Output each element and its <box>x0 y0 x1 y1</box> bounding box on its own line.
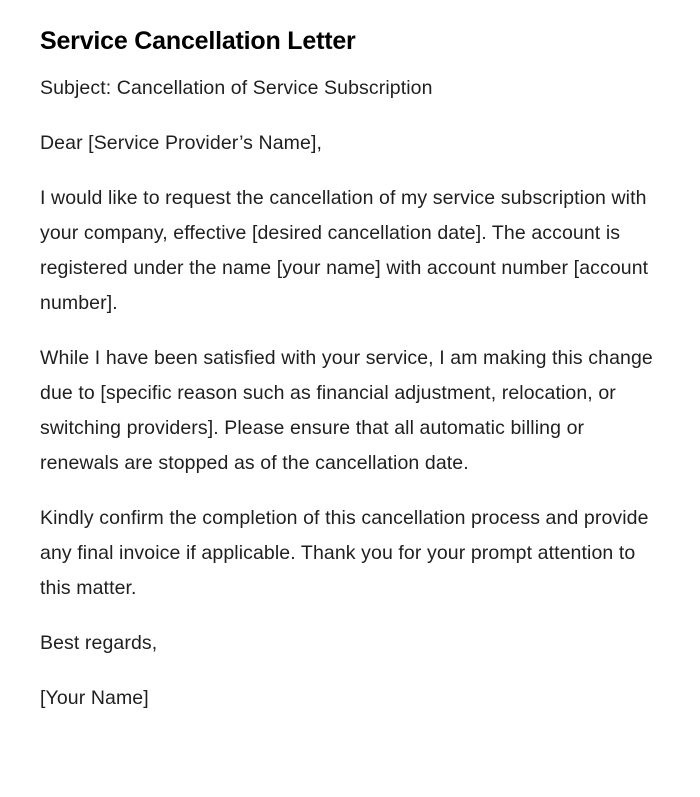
letter-signature: [Your Name] <box>40 687 149 709</box>
letter-title: Service Cancellation Letter <box>40 27 356 55</box>
letter-paragraph-reason: While I have been satisfied with your service, I am making this change due to [specific reason such as financial adjustment, relocation, or switching providers]. Please ensure that all automatic billing or renewals are stopped as of the cancellation date. <box>40 347 653 474</box>
letter-subject: Subject: Cancellation of Service Subscription <box>40 77 433 99</box>
letter-closing: Best regards, <box>40 632 158 654</box>
letter-paragraph-confirmation: Kindly confirm the completion of this cancellation process and provide any final invoice if applicable. Thank you for your prompt attention to this matter. <box>40 507 649 599</box>
letter-paragraph-request: I would like to request the cancellation of my service subscription with your company, effective [desired cancellation date]. The account is registered under the name [your name] with account number [account number]. <box>40 187 649 314</box>
letter-salutation: Dear [Service Provider’s Name], <box>40 132 322 154</box>
